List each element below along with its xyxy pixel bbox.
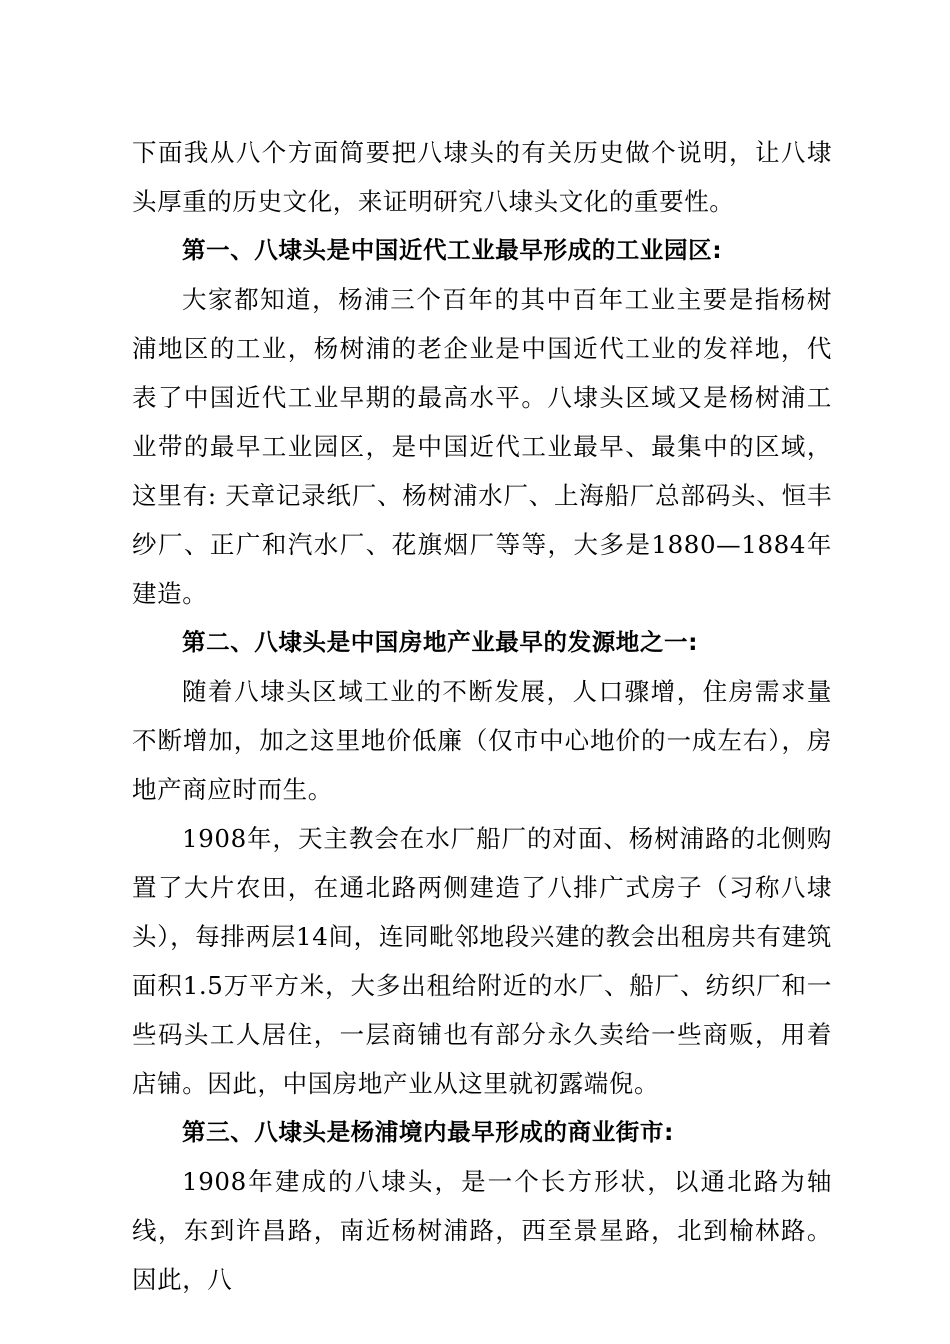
section-2-paragraph-2: 1908年，天主教会在水厂船厂的对面、杨树浦路的北侧购置了大片农田，在通北路两侧建造了八排广式房子（习称八埭头），每排两层14间，连同毗邻地段兴建的教会出租房共有建筑面积1.5万平方米，大多出租给附近的水厂、船厂、纺织厂和一些码头工人居住，一层商铺也有部分永久卖给一些商贩，用着店铺。因此，中国房地产业从这里就初露端倪。 [132, 824, 832, 1098]
section-3-paragraph-1: 1908年建成的八埭头，是一个长方形状，以通北路为轴线，东到许昌路，南近杨树浦路，西至景星路，北到榆林路。因此，八 [132, 1167, 832, 1294]
section-2-paragraph-1: 随着八埭头区域工业的不断发展，人口骤增，住房需求量不断增加，加之这里地价低廉（仅市中心地价的一成左右），房地产商应时而生。 [132, 677, 832, 804]
section-1-heading: 第一、八埭头是中国近代工业最早形成的工业园区: [182, 236, 723, 264]
document-body [132, 128, 832, 1304]
section-3-heading: 第三、八埭头是杨浦境内最早形成的商业街市: [182, 1118, 674, 1146]
section-2-heading: 第二、八埭头是中国房地产业最早的发源地之一: [182, 628, 699, 656]
intro-paragraph: 下面我从八个方面简要把八埭头的有关历史做个说明，让八埭头厚重的历史文化，来证明研究八埭头文化的重要性。 [132, 138, 832, 216]
section-1-paragraph-1: 大家都知道，杨浦三个百年的其中百年工业主要是指杨树浦地区的工业，杨树浦的老企业是中国近代工业的发祥地，代表了中国近代工业早期的最高水平。八埭头区域又是杨树浦工业带的最早工业园区，是中国近代工业最早、最集中的区域，这里有: 天章记录纸厂、杨树浦水厂、上海船厂总部码头、恒丰纱厂、正广和汽水厂、花旗烟厂等等，大多是1880—1884年建造。 [132, 285, 832, 608]
